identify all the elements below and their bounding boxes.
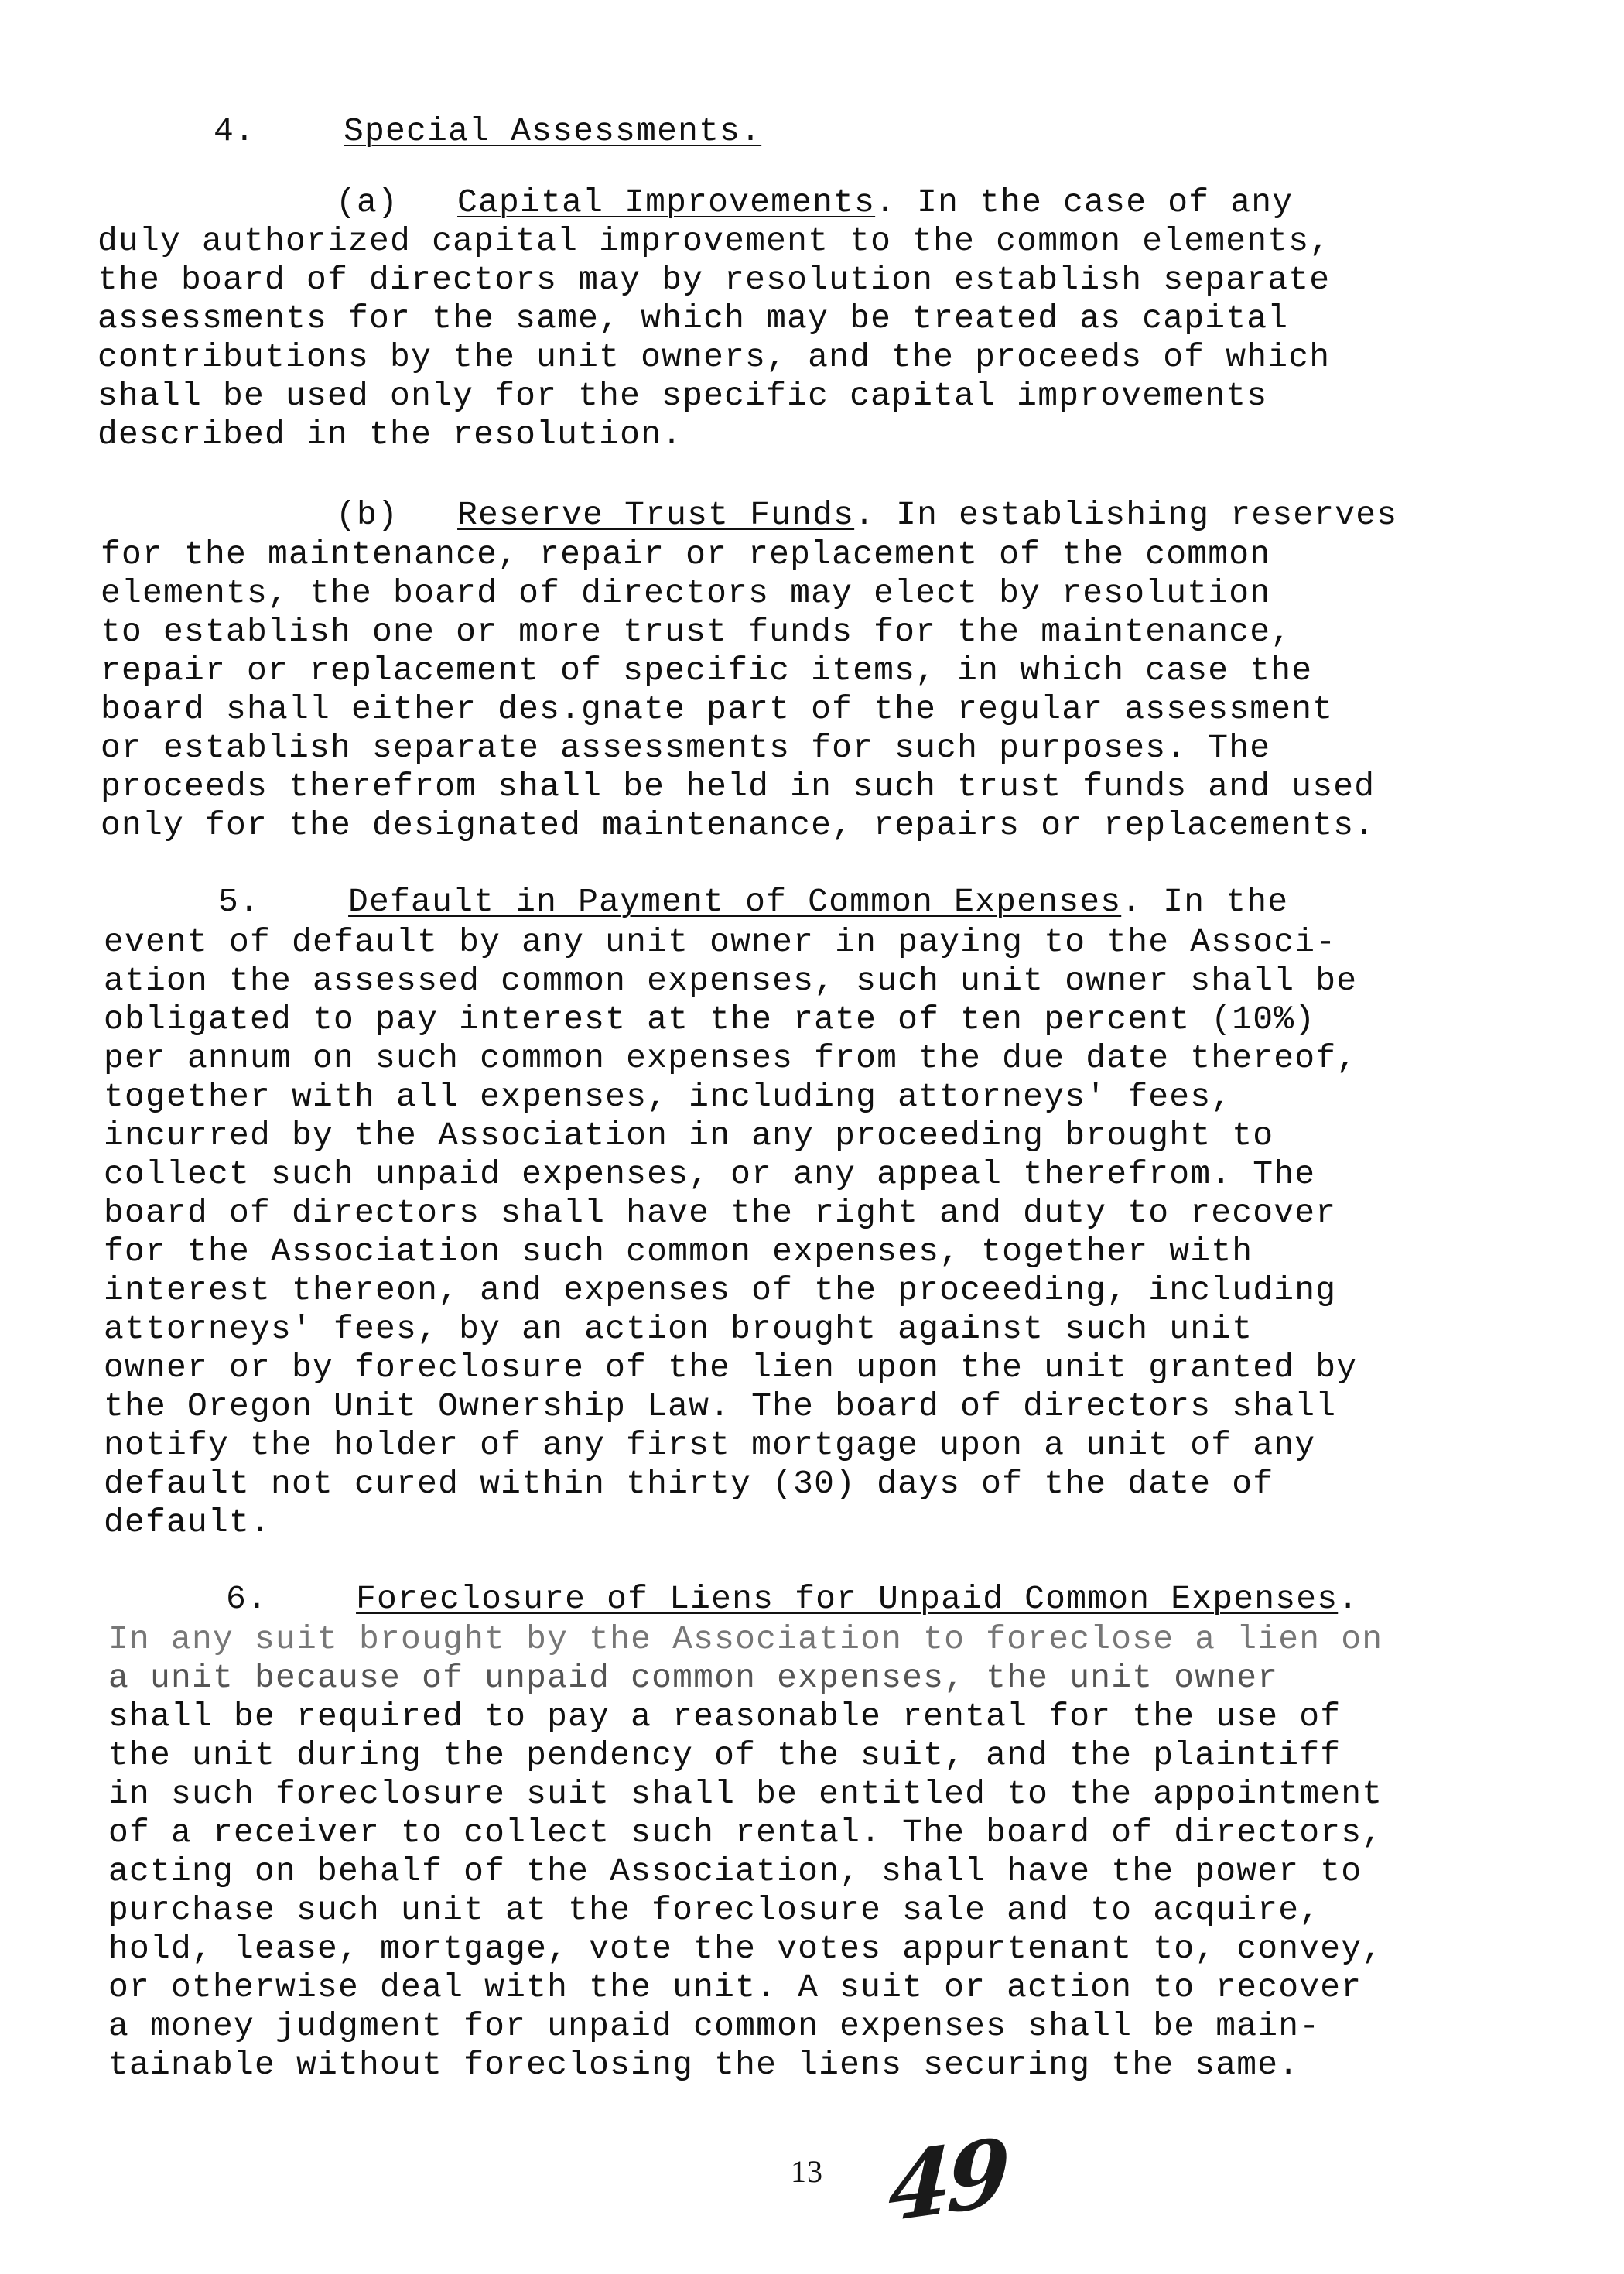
reserve-marker: (b)	[336, 496, 399, 534]
section-5-line-4: per annum on such common expenses from the due date thereof,	[104, 1039, 1358, 1077]
reserve-line-5: board shall either des.gnate part of the regular assessment	[101, 690, 1334, 728]
section-6-first-line	[226, 1580, 1359, 1619]
section-5-title: Default in Payment of Common Expenses	[348, 883, 1122, 921]
capital-marker: (a)	[336, 183, 399, 221]
reserve-line-6: or establish separate assessments for such purposes. The	[101, 729, 1271, 767]
reserve-title: Reserve Trust Funds	[457, 496, 855, 534]
section-5-first-line	[218, 883, 1288, 922]
page-number: 13	[791, 2154, 823, 2189]
section-6-line-9: hold, lease, mortgage, vote the votes appurtenant to, convey,	[108, 1930, 1383, 1968]
reserve-line-8: only for the designated maintenance, repairs or replacements.	[101, 806, 1376, 844]
section-5-line-5: together with all expenses, including attorneys' fees,	[104, 1078, 1233, 1116]
section-6-line-8: purchase such unit at the foreclosure sale and to acquire,	[108, 1891, 1321, 1929]
capital-line-5: shall be used only for the specific capital improvements	[97, 377, 1268, 415]
capital-first-line	[336, 183, 1293, 222]
reserve-first-line	[336, 496, 1397, 535]
section-6-number: 6.	[226, 1580, 268, 1618]
section-5-line-6: incurred by the Association in any proceeding brought to	[104, 1116, 1274, 1154]
section-4-heading	[214, 112, 761, 151]
section-5-line-15: default not cured within thirty (30) days of the date of	[104, 1465, 1274, 1503]
capital-line-2: the board of directors may by resolution establish separate	[97, 261, 1331, 299]
section-5-line-3: obligated to pay interest at the rate of ten percent (10%)	[104, 1000, 1316, 1038]
section-5-number: 5.	[218, 883, 261, 921]
section-6-line-11: a money judgment for unpaid common expenses shall be main-	[108, 2007, 1321, 2045]
reserve-line-4: repair or replacement of specific items, in which case the	[101, 651, 1313, 689]
handwritten-page-number: 49	[887, 2117, 1007, 2243]
section-6-title: Foreclosure of Liens for Unpaid Common Expenses	[356, 1580, 1339, 1618]
section-6-line-1: In any suit brought by the Association to foreclose a lien on	[108, 1620, 1383, 1658]
section-6-line-6: of a receiver to collect such rental. The board of directors,	[108, 1814, 1383, 1852]
section-6-line-12: tainable without foreclosing the liens securing the same.	[108, 2046, 1300, 2084]
section-5-line-0: . In the	[1121, 883, 1289, 921]
section-4-title: Special Assessments.	[344, 112, 762, 150]
section-6-line-10: or otherwise deal with the unit. A suit or action to recover	[108, 1968, 1362, 2006]
section-5-line-11: attorneys' fees, by an action brought against such unit	[104, 1310, 1253, 1348]
capital-line-1: duly authorized capital improvement to the common elements,	[97, 222, 1331, 260]
capital-line-6: described in the resolution.	[97, 415, 683, 453]
section-5-line-10: interest thereon, and expenses of the proceeding, including	[104, 1271, 1337, 1309]
section-6-line-7: acting on behalf of the Association, shall have the power to	[108, 1852, 1362, 1890]
section-5-line-13: the Oregon Unit Ownership Law. The board of directors shall	[104, 1387, 1337, 1425]
capital-line-3: assessments for the same, which may be treated as capital	[97, 299, 1289, 337]
section-5-line-16: default.	[104, 1503, 272, 1541]
section-5-line-1: event of default by any unit owner in paying to the Associ-	[104, 923, 1337, 961]
section-5-line-14: notify the holder of any first mortgage upon a unit of any	[104, 1426, 1316, 1464]
section-5-line-9: for the Association such common expenses, together with	[104, 1233, 1253, 1270]
reserve-line-2: elements, the board of directors may elect by resolution	[101, 574, 1271, 612]
reserve-line-7: proceeds therefrom shall be held in such trust funds and used	[101, 768, 1376, 805]
reserve-line-1: for the maintenance, repair or replacement of the common	[101, 535, 1271, 573]
section-5-line-7: collect such unpaid expenses, or any appeal therefrom. The	[104, 1155, 1316, 1193]
capital-line-4: contributions by the unit owners, and the proceeds of which	[97, 338, 1331, 376]
capital-title: Capital Improvements	[457, 183, 876, 221]
section-6-line-2: a unit because of unpaid common expenses, the unit owner	[108, 1659, 1279, 1697]
section-5-line-8: board of directors shall have the right and duty to recover	[104, 1194, 1337, 1232]
section-6-line-4: the unit during the pendency of the suit, and the plaintiff	[108, 1736, 1342, 1774]
section-4-number: 4.	[214, 112, 256, 150]
section-5-line-12: owner or by foreclosure of the lien upon the unit granted by	[104, 1349, 1358, 1387]
section-6-line-3: shall be required to pay a reasonable rental for the use of	[108, 1698, 1342, 1735]
capital-line-0: . In the case of any	[875, 183, 1294, 221]
section-6-line-0: .	[1338, 1580, 1359, 1618]
section-5-line-2: ation the assessed common expenses, such unit owner shall be	[104, 962, 1358, 1000]
section-6-line-5: in such foreclosure suit shall be entitled to the appointment	[108, 1775, 1383, 1813]
reserve-line-3: to establish one or more trust funds for the maintenance,	[101, 613, 1292, 651]
reserve-line-0: . In establishing reserves	[854, 496, 1398, 534]
